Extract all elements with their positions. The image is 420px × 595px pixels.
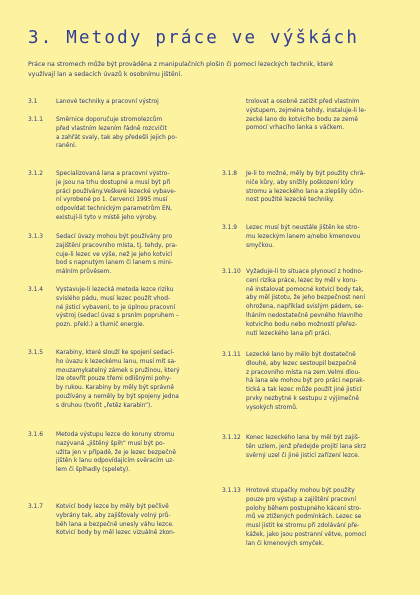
text-line: nazývaná „jištěný špih“ musí být po- — [56, 440, 165, 447]
section-number: 3.1.1 — [28, 117, 43, 123]
section-number: 3.1.3 — [28, 234, 43, 240]
text-line: nost použité lezecké techniky. — [246, 197, 335, 204]
intro-line: Práce na stromech může být prováděna z manipulačních plošin či pomocí lezeckých technik, které — [28, 61, 334, 68]
text-line: používány a neměly by být spojeny jedna — [56, 393, 179, 400]
section-number: 3.1.11 — [222, 352, 241, 358]
text-line: je jsou na trhu dostupné a musí být při — [56, 179, 171, 186]
text-line: lem či šplhadly (spelety). — [56, 467, 131, 474]
text-line: Sedací úvazy mohou být používány pro — [56, 234, 173, 240]
text-line: Karabiny, které slouží ke spojení sedací- — [56, 350, 175, 356]
text-line: svislého pádu, musí lezec použít vhod- — [56, 295, 171, 302]
text-line: před vlastním lezením řádně rozcvičit — [56, 125, 167, 132]
text-line: Hrotové stupačky mohou být použity — [246, 488, 355, 494]
text-line: existují-li tyto v místě jeho výroby. — [56, 214, 158, 221]
intro-paragraph — [28, 60, 396, 80]
text-line: z pracovního místa na zem.Velmi dlou- — [246, 369, 361, 376]
text-line: cuje-li lezec ve výše, než je jeho kotvicí — [56, 251, 173, 258]
text-line: pouze pro výstup a zajištění pracovní — [246, 496, 357, 503]
text-line: mů ve ztížených podmínkách. Lezec se — [246, 514, 362, 521]
text-line: stromu a lezeckého lana a zlepšily účin- — [246, 188, 364, 195]
text-line: ně instalovat pomocné kotvicí body tak, — [246, 286, 364, 293]
section-text — [246, 224, 360, 250]
text-line: kotvicího bodu nebo možností přeřez- — [246, 321, 358, 328]
text-line: běh lana a bezpečně unesly váhu lezce. — [56, 521, 174, 528]
text-line: Konec lezeckého lana by měl být zajiš- — [246, 435, 360, 441]
text-line: pozn. překl.) a tlumič energie. — [56, 322, 145, 329]
section-text — [56, 349, 180, 411]
text-line: ho úvazu k lezeckému lanu, musí mít sa- — [56, 358, 177, 365]
text-line: lháním nedostatečně pevného hlavního — [246, 312, 363, 319]
text-line: ranění. — [56, 143, 77, 150]
text-line: Lanové techniky a pracovní výstroj — [56, 99, 159, 105]
text-line: lan či kmenových smyček. — [246, 540, 324, 547]
section-number: 3.1.10 — [222, 269, 241, 275]
text-line: těn uzlem, jenž předejde projití lana skrz — [246, 443, 367, 450]
text-line: s druhou (tvořit „řetěz karabin“). — [56, 402, 153, 409]
text-line: bod s napnutým lanem či lanem s mini- — [56, 260, 173, 267]
text-line: práci používány.Veškeré lezecké vybave- — [56, 188, 177, 195]
text-line: zajištění pracovního místa, tj. tehdy, pra- — [56, 242, 178, 249]
text-line: polohy během postupného kácení stro- — [246, 505, 362, 512]
section-number: 3.1.9 — [222, 225, 237, 231]
text-line: Specializovaná lana a pracovní výstro- — [56, 171, 170, 177]
text-line: smyčkou. — [246, 242, 274, 249]
text-line: zecké lano do kotvicího bodu ze země — [246, 116, 359, 123]
section-text — [56, 431, 176, 475]
section-text — [246, 434, 366, 460]
text-line: prvky nezbytné k sestupu z výjimečně — [246, 395, 360, 402]
text-line: tická a tak lezec může použít jiné jisticí — [246, 387, 362, 394]
text-line: há lana ale mohou být pro práci neprak- — [246, 378, 365, 385]
text-line: svěrný uzel či jiné jisticí zařízení lezce. — [246, 452, 360, 459]
text-line: nutí lezeckého lana při práci. — [246, 330, 332, 337]
text-line: aby měl jistotu, že jeho bezpečnost není — [246, 295, 366, 302]
text-line: užita jen v případě, že je lezec bezpečně — [56, 449, 176, 456]
text-line: výstupem, zejména tehdy, instaluje-li le- — [246, 107, 367, 114]
section-text — [246, 268, 365, 338]
continued-paragraph — [246, 98, 366, 133]
text-line: lze otevřít pouze třemi odlišnými pohy- — [56, 376, 172, 383]
section-number: 3.1 — [28, 99, 38, 105]
text-line: Je-li to možné, měly by být použity chrá- — [246, 171, 366, 177]
section-text — [56, 116, 177, 151]
text-line: dlouhé, aby lezec sestoupil bezpečně — [246, 360, 357, 367]
text-line: kážek, jako jsou postranní větve, pomocí — [246, 531, 367, 538]
section-text — [56, 233, 177, 277]
text-line: musí jistit ke stromu při zdolávání pře- — [246, 523, 360, 530]
text-line: Vyžaduje-li to situace plynoucí z hodno- — [246, 269, 364, 275]
page-title: 3. Metody práce ve výškách — [28, 28, 360, 48]
section-number: 3.1.4 — [28, 287, 43, 293]
text-line: ohrožena, například svislým pádem, se- — [246, 304, 364, 311]
text-line: Kotvicí body by měl lezec vizuálně zkon- — [56, 530, 176, 537]
section-number: 3.1.2 — [28, 171, 43, 177]
intro-line: využívají lan a sedacích úvazů k osobnímu jištění. — [28, 70, 183, 78]
section-text — [56, 98, 159, 107]
text-line: niče kůry, aby snížily poškození kůry — [246, 179, 354, 186]
text-line: málním průvěsem. — [56, 269, 112, 276]
text-line: Směrnice doporučuje stromolezcům — [56, 117, 163, 123]
text-line: odpovídat technickým parametrům EN, — [56, 206, 172, 213]
text-line: a zahřát svaly, tak aby předešli jejich po- — [56, 134, 178, 141]
section-text — [246, 351, 365, 413]
section-number: 3.1.7 — [28, 504, 43, 510]
text-line: jištěn k lanu odpovídajícím svěracím uz- — [56, 458, 175, 465]
text-line: vysokých stromů. — [246, 404, 298, 411]
section-number: 3.1.12 — [222, 435, 241, 441]
section-text — [56, 170, 176, 223]
text-line: Lezecké lano by mělo být dostatečně — [246, 352, 356, 358]
text-line: mu lezeckým lanem a/nebo kmenovou — [246, 233, 361, 240]
section-text — [56, 503, 175, 538]
text-line: Metoda výstupu lezce do koruny stromu — [56, 432, 175, 438]
text-line: trolovat a osobně zatížit před vlastním — [246, 99, 360, 105]
section-text — [246, 487, 366, 549]
section-number: 3.1.6 — [28, 432, 43, 438]
text-line: mouzamykatelný zámek s pružinou, který — [56, 367, 180, 374]
text-line: ní vyrobené po 1. červenci 1995 musí — [56, 197, 168, 204]
section-number: 3.1.5 — [28, 350, 43, 356]
section-number: 3.1.13 — [222, 488, 241, 494]
section-text — [56, 286, 179, 330]
text-line: Lezec musí být neustále jištěn ke stro- — [246, 225, 360, 231]
text-line: by rukou. Karabiny by měly být správně — [56, 385, 174, 392]
text-line: výstroj (sedací úvaz s prsním popruhem – — [56, 313, 179, 320]
text-line: né jisticí vybavení, to je úplnou pracovní — [56, 304, 176, 311]
text-line: Vystavuje-li lezecká metoda lezce riziku — [56, 287, 174, 293]
text-line: cení rizika práce, lezec by měl v koru- — [246, 277, 358, 284]
section-text — [246, 170, 365, 205]
text-line: pomocí vrhacího lanka s váčkem. — [246, 125, 345, 132]
text-line: Kotvicí body lezce by měly být pečlivě — [56, 504, 169, 510]
section-number: 3.1.8 — [222, 171, 237, 177]
text-line: vybrány tak, aby zajišťovaly volný prů- — [56, 512, 171, 519]
